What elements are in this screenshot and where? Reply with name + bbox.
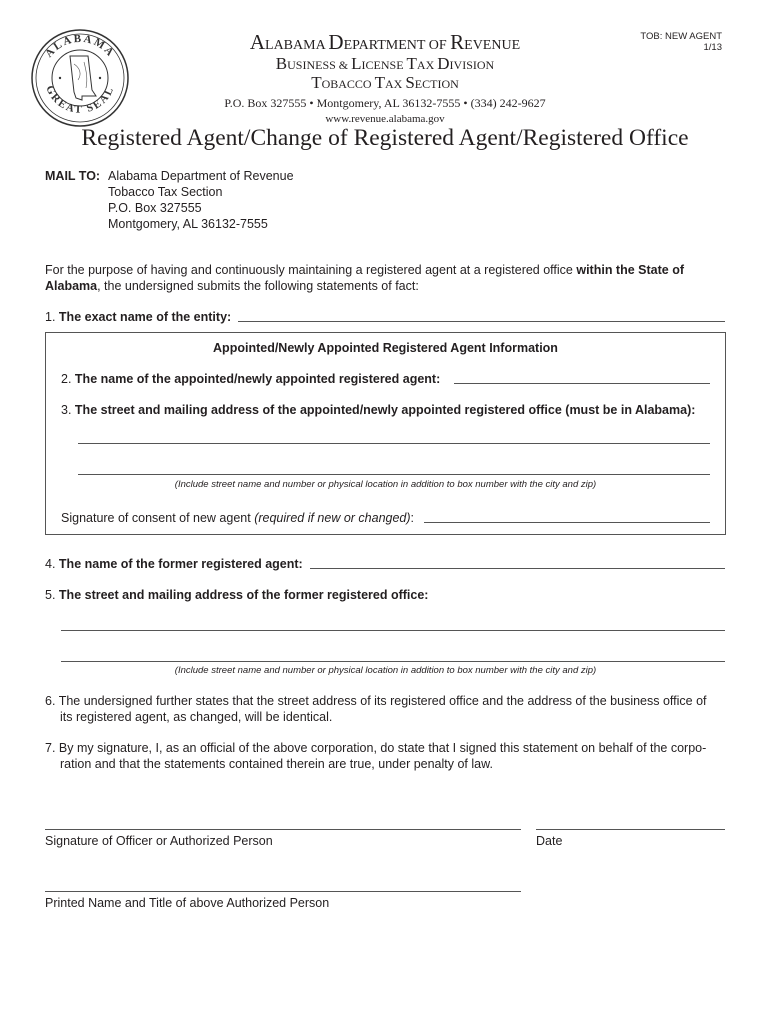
mail-to-line: P.O. Box 327555 [108,201,202,215]
question-1-label: 1. The exact name of the entity: [45,310,232,324]
address-instruction-note: (Include street name and number or physical location in addition to box number with the city and zip) [174,479,597,490]
new-office-address-line1[interactable] [80,428,712,444]
intro-paragraph: For the purpose of having and continuously maintaining a registered agent at a registered office within the State of Alabama, the undersigned submits the following statements of fact: [45,263,684,293]
header-address: P.O. Box 327555 • Montgomery, AL 36132-7555 • (334) 242-9627 [224,96,546,110]
officer-signature-field[interactable] [47,814,523,830]
appointed-agent-heading: Appointed/Newly Appointed Registered Agent Information [213,341,558,355]
department-name: ALABAMA DEPARTMENT OF REVENUE [249,30,521,54]
question-2-label: 2. The name of the appointed/newly appointed registered agent: [61,372,441,386]
officer-signature-label: Signature of Officer or Authorized Person [45,834,273,848]
svg-text:ALABAMA: ALABAMA [42,32,118,60]
question-4-label: 4. The name of the former registered agent: [45,557,303,571]
consent-signature-field[interactable] [426,507,712,523]
question-3-label: 3. The street and mailing address of the appointed/newly appointed registered office (must be in Alabama): [61,403,696,417]
date-field[interactable] [538,814,727,830]
printed-name-title-field[interactable] [47,876,523,892]
great-seal-logo [30,28,130,128]
former-agent-name-field[interactable] [312,553,728,569]
mail-to-address [108,168,294,232]
form-revision-date: 1/13 [703,42,722,53]
statement-6: 6. The undersigned further states that the street address of its registered office and the address of the business office of its registered agent, as changed, will be identical. [45,694,707,724]
mail-to-line: Montgomery, AL 36132-7555 [108,217,268,231]
new-office-address-line2[interactable] [80,459,712,475]
statement-7: 7. By my signature, I, as an official of the above corporation, do state that I signed this statement on behalf of the corpo- ration and that the statements contained therein are true, under penalty of law. [45,741,707,771]
form-title: Registered Agent/Change of Registered Agent/Registered Office [81,125,689,151]
svg-text:GREAT SEAL: GREAT SEAL [43,83,117,116]
section-name: TOBACCO TAX SECTION [311,73,459,92]
address-instruction-note: (Include street name and number or physical location in addition to box number with the city and zip) [174,665,597,676]
former-office-address-line2[interactable] [63,646,727,662]
division-name: BUSINESS & LICENSE TAX DIVISION [275,54,495,73]
date-label: Date [536,834,563,848]
mail-to-label: MAIL TO: [45,169,101,183]
form-code: TOB: NEW AGENT [640,31,722,42]
question-5-label: 5. The street and mailing address of the former registered office: [45,588,429,602]
header-website: www.revenue.alabama.gov [325,113,445,125]
consent-signature-label: Signature of consent of new agent (required if new or changed): [61,511,415,525]
mail-to-line: Alabama Department of Revenue [108,169,294,183]
printed-name-label: Printed Name and Title of above Authorized Person [45,896,330,910]
entity-name-field[interactable] [240,306,728,322]
new-agent-name-field[interactable] [456,368,712,384]
former-office-address-line1[interactable] [63,615,727,631]
mail-to-line: Tobacco Tax Section [108,185,223,199]
